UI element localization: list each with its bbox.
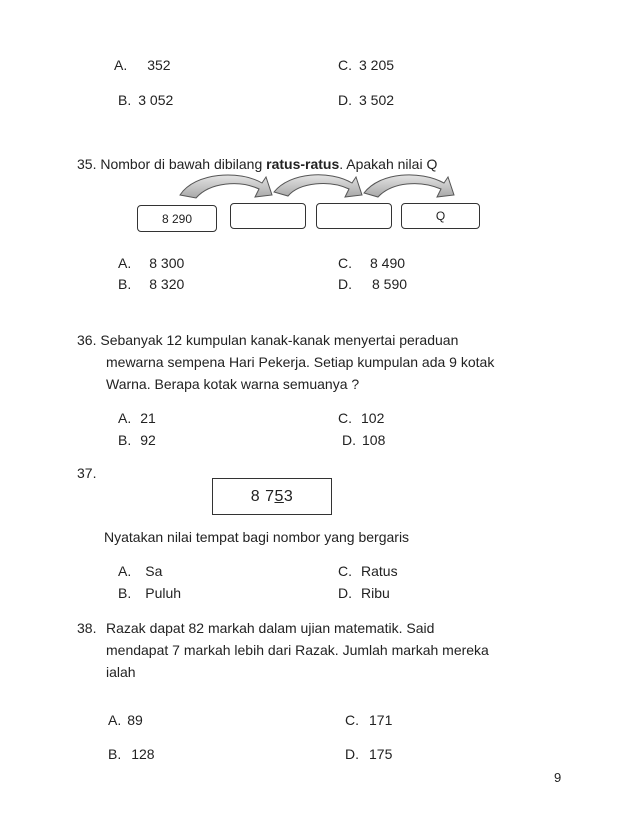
sequence-box-1: 8 290 [137, 205, 217, 232]
option-value: 128 [131, 746, 155, 762]
option-letter: C. [338, 410, 352, 426]
q36-line-1: 36. Sebanyak 12 kumpulan kanak-kanak menyertai peraduan [77, 332, 459, 348]
option-value: 3 052 [138, 92, 174, 108]
option-value: 89 [127, 712, 143, 728]
option-letter: B. [108, 746, 122, 762]
option-letter: A. [118, 563, 132, 579]
option-value: 102 [361, 410, 385, 426]
option-value: Ribu [361, 585, 390, 601]
q38-question [106, 617, 489, 683]
option-value: 21 [140, 410, 156, 426]
q38-option-d [345, 745, 392, 763]
q36-option-a [118, 409, 156, 427]
option-value: 3 205 [359, 57, 395, 73]
q35-option-d [338, 275, 407, 293]
option-value: Ratus [361, 563, 398, 579]
sequence-box-q: Q [401, 203, 480, 229]
option-value: 8 590 [372, 276, 408, 292]
option-value: 175 [369, 746, 393, 762]
option-letter: B. [118, 585, 132, 601]
q38-option-a [108, 711, 143, 729]
q37-option-b [118, 584, 181, 602]
q36-question [77, 329, 494, 395]
option-letter: D. [338, 585, 352, 601]
option-letter: C. [338, 255, 352, 271]
page-number: 9 [554, 770, 562, 785]
q37-underlined-digit: 5 [274, 487, 284, 505]
q37-digit-3: 3 [283, 487, 294, 505]
q38-option-b [108, 745, 155, 763]
q38-number: 38. [77, 620, 97, 636]
arrow-3 [364, 175, 454, 197]
option-value: Sa [145, 563, 163, 579]
q37-digits-prefix: 8 [250, 487, 266, 505]
option-value: 8 320 [149, 276, 185, 292]
q35-option-a [118, 254, 184, 272]
q35-text-after: . Apakah nilai Q [339, 156, 438, 172]
q37-question: Nyatakan nilai tempat bagi nombor yang bergaris [104, 529, 410, 545]
q38-line-1: Razak dapat 82 markah dalam ujian matematik. Said [106, 620, 435, 636]
q35-text-before: 35. Nombor di bawah dibilang [77, 156, 267, 172]
option-letter: D. [342, 432, 356, 448]
q38-option-c [345, 711, 392, 729]
option-letter: A. [108, 712, 122, 728]
q37-digit-7: 7 [265, 487, 275, 505]
q37-option-c [338, 562, 398, 580]
q36-option-b [118, 431, 156, 449]
option-value: 352 [147, 57, 171, 73]
q38-line-2: mendapat 7 markah lebih dari Razak. Jumlah markah mereka [106, 642, 489, 658]
q36-option-d [342, 431, 385, 449]
option-letter: A. [114, 57, 128, 73]
q35-text-bold: ratus-ratus [266, 156, 340, 172]
q35-option-c [338, 254, 405, 272]
q36-line-2: mewarna sempena Hari Pekerja. Setiap kumpulan ada 9 kotak [106, 354, 495, 370]
option-letter: C. [345, 712, 359, 728]
option-letter: A. [118, 410, 132, 426]
arrow-2 [274, 175, 362, 197]
option-value: 171 [369, 712, 393, 728]
option-letter: D. [345, 746, 359, 762]
q37-number: 37. [77, 465, 97, 481]
q38-line-3: ialah [106, 664, 136, 680]
option-value: 8 490 [370, 255, 406, 271]
option-value: 8 300 [149, 255, 185, 271]
arrow-1 [180, 175, 272, 198]
option-letter: D. [338, 92, 352, 108]
option-letter: B. [118, 276, 132, 292]
q37-number-box [212, 478, 332, 515]
sequence-box-3 [316, 203, 392, 229]
option-value: Puluh [145, 585, 182, 601]
sequence-box-2 [230, 203, 306, 229]
option-value: 108 [362, 432, 386, 448]
option-letter: D. [338, 276, 352, 292]
option-letter: C. [338, 563, 352, 579]
q36-line-3: Warna. Berapa kotak warna semuanya ? [106, 376, 360, 392]
q37-option-a [118, 562, 162, 580]
option-value: 92 [140, 432, 156, 448]
option-letter: B. [118, 92, 132, 108]
option-value: 3 502 [359, 92, 395, 108]
q37-option-d [338, 584, 390, 602]
option-letter: C. [338, 57, 352, 73]
q35-option-b [118, 275, 184, 293]
option-letter: B. [118, 432, 132, 448]
q36-option-c [338, 409, 384, 427]
option-letter: A. [118, 255, 132, 271]
